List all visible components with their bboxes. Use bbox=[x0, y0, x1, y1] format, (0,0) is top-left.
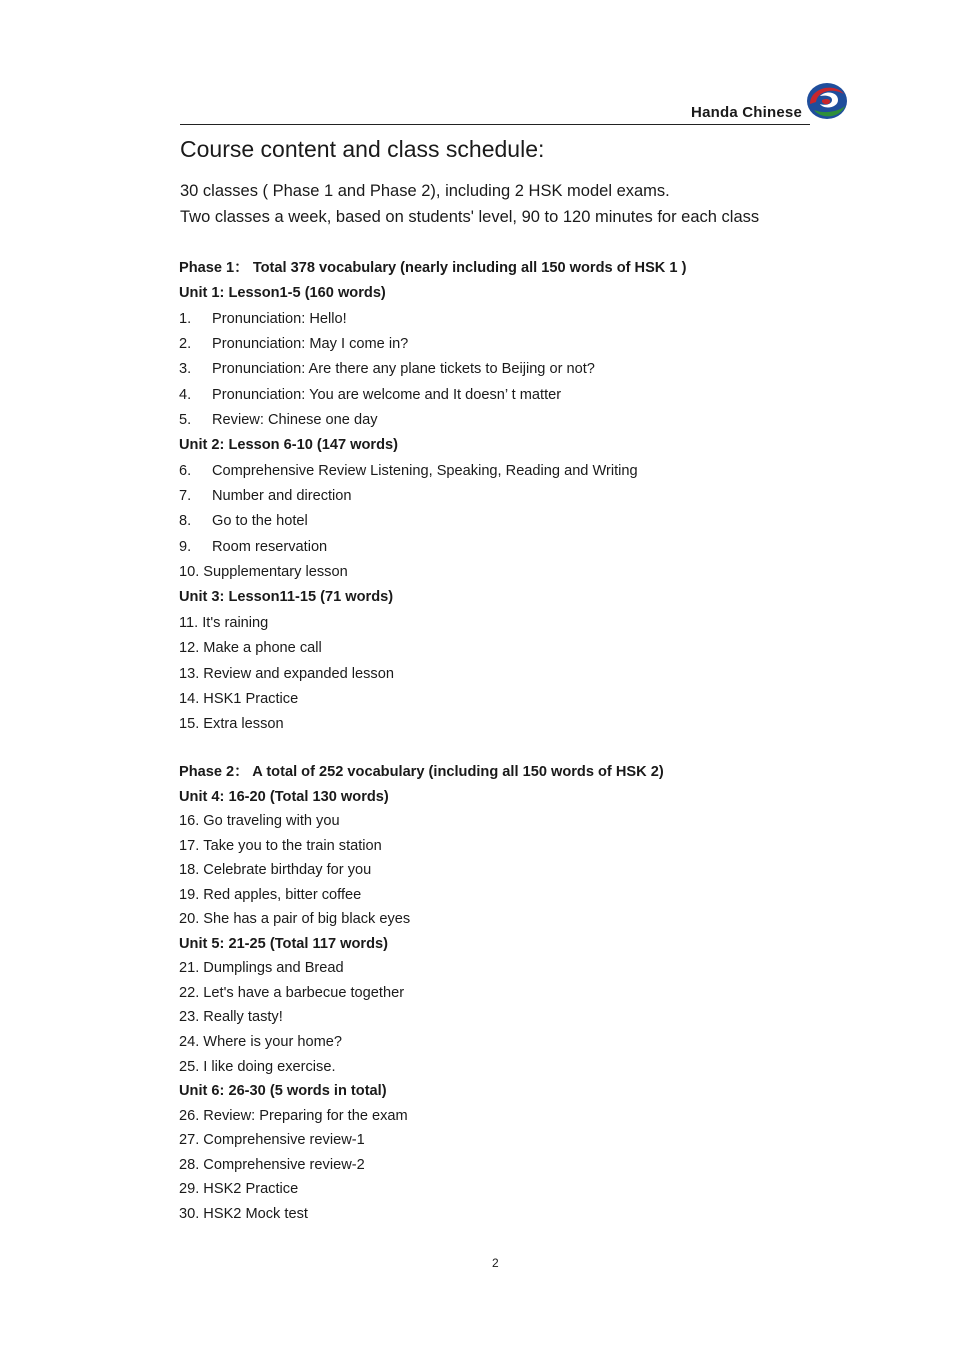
lesson-number: 13. bbox=[179, 665, 200, 682]
lesson-title: Where is your home? bbox=[203, 1034, 342, 1051]
lesson-title: Go traveling with you bbox=[203, 813, 340, 830]
lesson-title: Review and expanded lesson bbox=[203, 665, 394, 682]
page-title: Course content and class schedule: bbox=[180, 136, 545, 162]
lesson-number: 8. bbox=[179, 513, 192, 530]
lesson-number: 7. bbox=[179, 488, 192, 505]
lesson-item bbox=[179, 509, 686, 534]
lesson-item bbox=[179, 907, 664, 932]
lesson-title: Pronunciation: You are welcome and It doesn’ t matter bbox=[212, 386, 562, 403]
lesson-number: 4. bbox=[179, 386, 192, 403]
brand-name: Handa Chinese bbox=[691, 104, 802, 121]
lesson-number: 10. bbox=[179, 564, 200, 581]
lesson-number: 6. bbox=[179, 462, 192, 479]
lesson-number: 12. bbox=[179, 640, 200, 657]
lesson-item bbox=[179, 858, 664, 883]
lesson-number: 20. bbox=[179, 911, 200, 928]
lesson-title: Let's have a barbecue together bbox=[203, 984, 405, 1001]
lesson-title: Supplementary lesson bbox=[203, 564, 348, 581]
phase-1-heading: Phase 1： Total 378 vocabulary (nearly including all 150 words of HSK 1 ) bbox=[179, 260, 687, 276]
lesson-number: 23. bbox=[179, 1009, 200, 1026]
unit-6-title: Unit 6: 26-30 (5 words in total) bbox=[179, 1083, 387, 1100]
lesson-title: Go to the hotel bbox=[212, 513, 308, 530]
lesson-item bbox=[179, 1055, 664, 1080]
lesson-title: Extra lesson bbox=[203, 716, 284, 733]
lesson-number: 26. bbox=[179, 1107, 200, 1124]
lesson-item bbox=[179, 636, 686, 661]
lesson-item bbox=[179, 1202, 664, 1227]
lesson-title: Red apples, bitter coffee bbox=[203, 886, 362, 903]
lesson-title: Really tasty! bbox=[203, 1009, 283, 1026]
lesson-item bbox=[179, 1153, 664, 1178]
lesson-title: Comprehensive review-2 bbox=[203, 1156, 365, 1173]
lesson-number: 24. bbox=[179, 1034, 200, 1051]
lesson-title: Room reservation bbox=[212, 538, 328, 555]
intro-line: Two classes a week, based on students' level, 90 to 120 minutes for each class bbox=[180, 208, 760, 226]
lesson-number: 5. bbox=[179, 412, 192, 429]
lesson-number: 30. bbox=[179, 1205, 200, 1222]
lesson-item bbox=[179, 981, 664, 1006]
lesson-title: Dumplings and Bread bbox=[203, 960, 344, 977]
lesson-number: 2. bbox=[179, 336, 192, 353]
lesson-item bbox=[179, 662, 686, 687]
lesson-item bbox=[179, 459, 686, 484]
handa-logo-icon bbox=[804, 80, 848, 122]
lesson-title: Pronunciation: Are there any plane tickets to Beijing or not? bbox=[212, 361, 595, 378]
lesson-item bbox=[179, 1177, 664, 1202]
lesson-title: Number and direction bbox=[212, 488, 352, 505]
lesson-title: She has a pair of big black eyes bbox=[203, 911, 411, 928]
lesson-item bbox=[179, 956, 664, 981]
lesson-title: Pronunciation: Hello! bbox=[212, 310, 347, 327]
lesson-item bbox=[179, 535, 686, 560]
lesson-item bbox=[179, 307, 686, 332]
unit-2-title: Unit 2: Lesson 6-10 (147 words) bbox=[179, 437, 398, 454]
lesson-item bbox=[179, 332, 686, 357]
phase-2-heading: Phase 2： A total of 252 vocabulary (including all 150 words of HSK 2) bbox=[179, 764, 664, 780]
lesson-item bbox=[179, 611, 686, 636]
lesson-item bbox=[179, 834, 664, 859]
lesson-title: Review: Preparing for the exam bbox=[203, 1107, 408, 1124]
lesson-title: It's raining bbox=[202, 614, 269, 631]
lesson-item bbox=[179, 1030, 664, 1055]
lesson-item bbox=[179, 1104, 664, 1129]
lesson-title: Comprehensive review-1 bbox=[203, 1132, 365, 1149]
lesson-item bbox=[179, 484, 686, 509]
lesson-title: Take you to the train station bbox=[203, 837, 382, 854]
lesson-title: HSK1 Practice bbox=[203, 690, 299, 707]
phase-2-section bbox=[179, 760, 664, 1226]
lesson-number: 16. bbox=[179, 813, 200, 830]
page-header bbox=[180, 78, 848, 130]
lesson-number: 9. bbox=[179, 538, 192, 555]
lesson-title: Review: Chinese one day bbox=[212, 412, 378, 429]
course-intro bbox=[180, 178, 759, 230]
lesson-number: 28. bbox=[179, 1156, 200, 1173]
lesson-number: 19. bbox=[179, 886, 200, 903]
lesson-title: Pronunciation: May I come in? bbox=[212, 336, 409, 353]
unit-4-title: Unit 4: 16-20 (Total 130 words) bbox=[179, 788, 389, 805]
lesson-item bbox=[179, 560, 686, 585]
lesson-number: 1. bbox=[179, 310, 192, 327]
lesson-item bbox=[179, 1005, 664, 1030]
lesson-title: I like doing exercise. bbox=[203, 1058, 336, 1075]
unit-5-title: Unit 5: 21-25 (Total 117 words) bbox=[179, 935, 388, 952]
lesson-number: 14. bbox=[179, 690, 200, 707]
lesson-title: Celebrate birthday for you bbox=[203, 862, 372, 879]
lesson-title: Make a phone call bbox=[203, 640, 322, 657]
lesson-number: 29. bbox=[179, 1181, 200, 1198]
lesson-item bbox=[179, 712, 686, 737]
lesson-number: 15. bbox=[179, 716, 200, 733]
lesson-number: 27. bbox=[179, 1132, 200, 1149]
lesson-item bbox=[179, 809, 664, 834]
intro-line: 30 classes ( Phase 1 and Phase 2), including 2 HSK model exams. bbox=[180, 182, 670, 200]
phase-1-section bbox=[179, 256, 686, 738]
lesson-number: 25. bbox=[179, 1058, 200, 1075]
lesson-number: 17. bbox=[179, 837, 200, 854]
lesson-number: 21. bbox=[179, 960, 200, 977]
lesson-title: HSK2 Practice bbox=[203, 1181, 299, 1198]
lesson-title: Comprehensive Review Listening, Speaking, Reading and Writing bbox=[212, 462, 638, 479]
lesson-item bbox=[179, 408, 686, 433]
unit-3-title: Unit 3: Lesson11-15 (71 words) bbox=[179, 589, 394, 606]
page-number: 2 bbox=[492, 1256, 499, 1270]
header-divider bbox=[180, 124, 810, 125]
lesson-item bbox=[179, 357, 686, 382]
lesson-item bbox=[179, 383, 686, 408]
lesson-title: HSK2 Mock test bbox=[203, 1205, 308, 1222]
lesson-number: 3. bbox=[179, 361, 192, 378]
lesson-number: 22. bbox=[179, 984, 200, 1001]
unit-1-title: Unit 1: Lesson1-5 (160 words) bbox=[179, 285, 386, 302]
lesson-item bbox=[179, 687, 686, 712]
lesson-number: 11. bbox=[179, 614, 199, 631]
lesson-number: 18. bbox=[179, 862, 200, 879]
lesson-item bbox=[179, 883, 664, 908]
lesson-item bbox=[179, 1128, 664, 1153]
